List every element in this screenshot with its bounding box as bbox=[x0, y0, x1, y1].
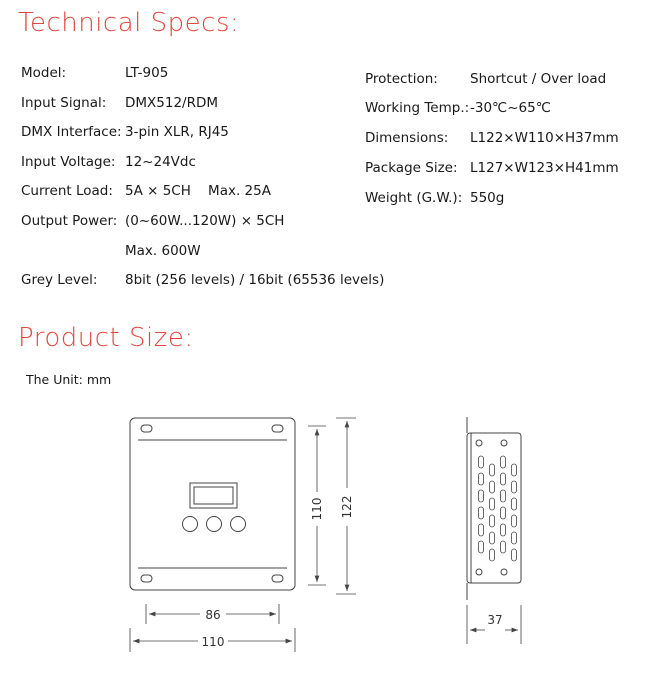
vent-slot bbox=[501, 490, 506, 502]
vent-slot bbox=[501, 456, 506, 468]
vent-slot bbox=[479, 456, 484, 468]
spec-label: Weight (G.W.): bbox=[365, 190, 463, 206]
spec-label: Dimensions: bbox=[365, 130, 449, 146]
vent-slots bbox=[479, 456, 517, 561]
vent-slot bbox=[512, 464, 517, 476]
spec-label: Input Signal: bbox=[21, 95, 107, 111]
vent-slot bbox=[490, 464, 495, 476]
spec-value: Shortcut / Over load bbox=[470, 71, 607, 87]
mount-hole bbox=[141, 575, 152, 582]
dim-inner-height: 110 bbox=[310, 497, 324, 521]
vent-slot bbox=[501, 524, 506, 536]
spec-label: Protection: bbox=[365, 71, 438, 87]
product-size-title: Product Size: bbox=[18, 323, 194, 353]
spec-label: Grey Level: bbox=[21, 272, 98, 288]
spec-label: Current Load: bbox=[21, 183, 113, 199]
vent-slot bbox=[479, 524, 484, 536]
control-button bbox=[183, 517, 198, 532]
mount-hole bbox=[141, 425, 152, 432]
vent-slot bbox=[479, 507, 484, 519]
spec-label: Input Voltage: bbox=[21, 154, 116, 170]
spec-label: Working Temp.: bbox=[365, 100, 470, 116]
spec-label: Output Power: bbox=[21, 213, 118, 229]
dim-depth: 37 bbox=[487, 613, 503, 627]
control-button bbox=[207, 517, 222, 532]
mount-hole bbox=[272, 425, 283, 432]
spec-value: LT-905 bbox=[125, 65, 169, 81]
vent-slot bbox=[512, 532, 517, 544]
vent-slot bbox=[490, 498, 495, 510]
spec-value: DMX512/RDM bbox=[125, 95, 219, 111]
vent-slot bbox=[490, 549, 495, 561]
vent-slot bbox=[512, 549, 517, 561]
front-view bbox=[130, 418, 295, 590]
dim-outer-width: 110 bbox=[201, 635, 225, 649]
vent-slot bbox=[490, 532, 495, 544]
vent-slot bbox=[501, 541, 506, 553]
spec-value: 3-pin XLR, RJ45 bbox=[125, 124, 229, 140]
spec-value: 8bit (256 levels) / 16bit (65536 levels) bbox=[125, 272, 385, 288]
vent-slot bbox=[512, 515, 517, 527]
spec-label: Model: bbox=[21, 65, 67, 81]
spec-value: 550g bbox=[470, 190, 505, 206]
display-screen bbox=[194, 487, 233, 504]
vent-slot bbox=[479, 490, 484, 502]
vent-slot bbox=[490, 515, 495, 527]
spec-value: L122×W110×H37mm bbox=[470, 130, 619, 146]
mount-hole bbox=[272, 575, 283, 582]
spec-value: 12~24Vdc bbox=[125, 154, 196, 170]
spec-value: Max. 600W bbox=[125, 243, 201, 259]
spec-label: DMX Interface: bbox=[21, 124, 122, 140]
unit-note: The Unit: mm bbox=[26, 372, 112, 387]
vent-slot bbox=[479, 473, 484, 485]
spec-value: 5A × 5CH Max. 25A bbox=[125, 183, 271, 199]
spec-value: (0~60W...120W) × 5CH bbox=[125, 213, 285, 229]
vent-slot bbox=[512, 481, 517, 493]
technical-specs-title: Technical Specs: bbox=[18, 8, 240, 38]
spec-value: -30℃~65℃ bbox=[470, 100, 551, 116]
side-screw bbox=[476, 440, 482, 446]
vent-slot bbox=[479, 541, 484, 553]
side-screw bbox=[476, 569, 482, 575]
vent-slot bbox=[501, 507, 506, 519]
vent-slot bbox=[512, 498, 517, 510]
spec-label: Package Size: bbox=[365, 160, 458, 176]
control-button bbox=[231, 517, 246, 532]
side-screw bbox=[501, 440, 507, 446]
spec-value: L127×W123×H41mm bbox=[470, 160, 619, 176]
vent-slot bbox=[501, 473, 506, 485]
dim-inner-width: 86 bbox=[205, 608, 221, 622]
dim-outer-height: 122 bbox=[340, 495, 354, 519]
vent-slot bbox=[490, 481, 495, 493]
side-screw bbox=[501, 569, 507, 575]
